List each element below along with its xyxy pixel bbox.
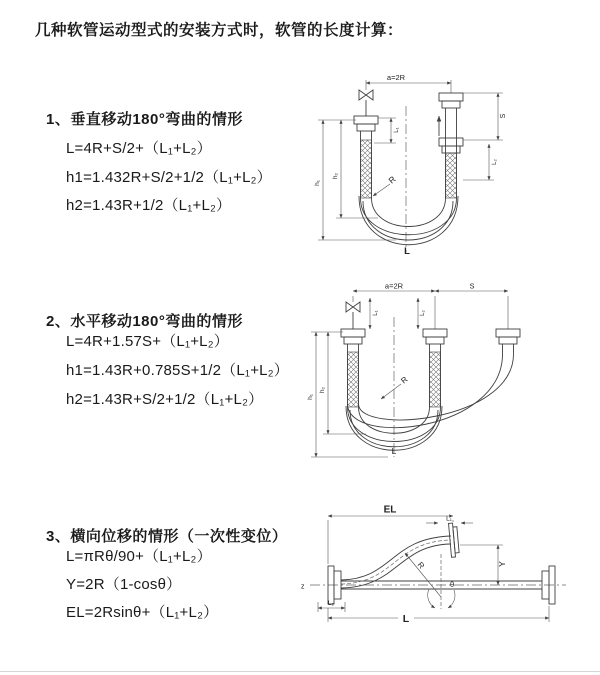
middle-pipe xyxy=(423,329,447,407)
section-3-heading: 3、横向位移的情形（一次性变位） xyxy=(46,528,288,545)
dim-label-y: Y xyxy=(497,561,507,567)
right-pipe xyxy=(439,80,463,198)
dim-label-h2: h₂ xyxy=(319,386,326,394)
dim-label-l2: L₂ xyxy=(327,600,335,607)
diagram-vertical-180-bend xyxy=(310,68,595,263)
section-1-formula-h2: h2=1.43R+1/2（L₁+L₂） xyxy=(66,197,232,214)
valve-icon xyxy=(346,302,360,312)
upper-flange xyxy=(449,523,460,558)
hose-u-bend xyxy=(359,196,458,245)
angle-label: θ xyxy=(450,580,455,589)
centerline-break-mark: z xyxy=(301,583,305,591)
section-3-formula-EL: EL=2Rsinθ+（L₁+L₂） xyxy=(66,604,219,621)
page-title: 几种软管运动型式的安装方式时，软管的长度计算： xyxy=(35,22,404,39)
dim-label-l1: L₁ xyxy=(373,310,379,316)
valve-icon xyxy=(359,90,373,100)
dim-label-l2: L₂ xyxy=(420,310,426,316)
section-3-formula-Y: Y=2R（1-cosθ） xyxy=(66,576,182,593)
section-1-formula-h1: h1=1.432R+S/2+1/2（L₁+L₂） xyxy=(66,169,272,186)
diagram-lateral-displacement xyxy=(298,496,598,661)
dim-label-a2r: a=2R xyxy=(384,281,404,291)
section-2-formula-h1: h1=1.43R+0.785S+1/2（L₁+L₂） xyxy=(66,362,289,379)
dim-label-h1: h₁ xyxy=(307,394,314,400)
length-label: L xyxy=(402,613,410,625)
section-2-formula-h2: h2=1.43R+S/2+1/2（L₁+L₂） xyxy=(66,391,264,408)
section-1-formula-L: L=4R+S/2+（L₁+L₂） xyxy=(66,140,212,157)
radius-label: R xyxy=(415,560,427,571)
length-label: L xyxy=(391,446,397,456)
left-pipe xyxy=(354,80,378,198)
moved-pipe xyxy=(496,329,520,354)
dim-label-el: EL xyxy=(383,504,397,516)
braided-section xyxy=(348,352,359,407)
section-2-heading: 2、水平移动180°弯曲的情形 xyxy=(46,313,243,330)
radius-label: R xyxy=(386,173,398,186)
section-1-heading: 1、垂直移动180°弯曲的情形 xyxy=(46,111,243,128)
dim-label-l1: L₁ xyxy=(446,515,452,523)
left-pipe xyxy=(341,302,365,407)
angle-arc xyxy=(428,589,435,608)
radius-label: R xyxy=(399,374,410,386)
dim-label-a2r: a=2R xyxy=(386,73,406,82)
diagram-horizontal-180-bend xyxy=(306,282,598,462)
section-3-formula-L: L=πRθ/90+（L₁+L₂） xyxy=(66,548,212,565)
page-bottom-edge xyxy=(0,671,600,672)
braided-section xyxy=(446,153,457,198)
braided-section xyxy=(361,140,372,198)
length-label: L xyxy=(404,246,410,257)
braided-section xyxy=(430,352,441,407)
dim-label-s: S xyxy=(500,113,507,119)
section-2-formula-L: L=4R+1.57S+（L₁+L₂） xyxy=(66,333,229,350)
dim-label-h2: h₂ xyxy=(332,172,339,180)
dim-label-h1: h₁ xyxy=(314,180,321,186)
dim-label-l1: L₁ xyxy=(394,127,400,133)
dim-label-l2: L₂ xyxy=(492,159,498,165)
angle-arc xyxy=(448,590,455,608)
dim-label-s: S xyxy=(469,281,475,291)
hose-curved xyxy=(341,536,451,588)
